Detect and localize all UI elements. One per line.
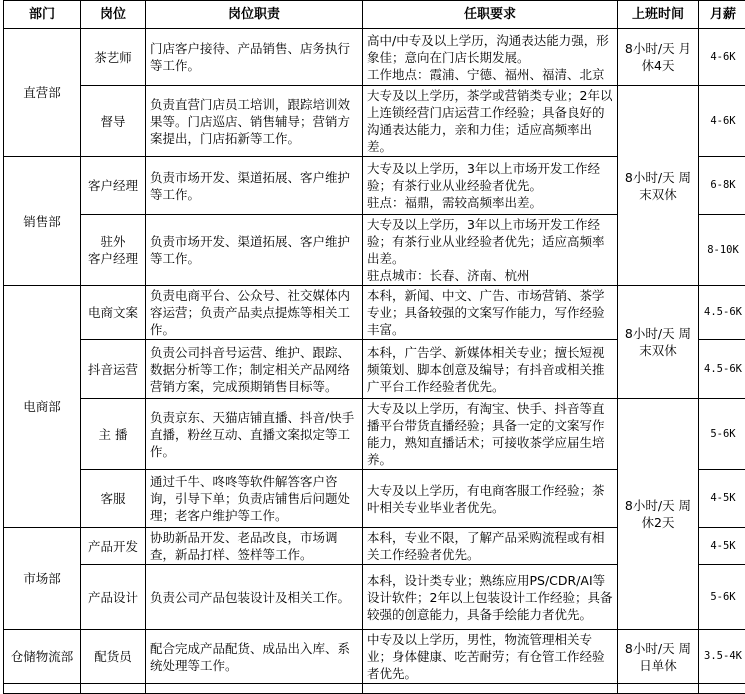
header-position: 岗位 [81,1,146,29]
empty-cell [81,684,146,694]
empty-cell [146,684,363,694]
department-cell: 仓储物流部 [4,630,81,684]
requirement-cell: 本科，广告学、新媒体相关专业；擅长短视频策划、脚本创意及编导；有抖音或相关推广平台工作经验者优先。 [363,340,618,399]
position-cell: 抖音运营 [81,340,146,399]
requirement-cell: 中专及以上学历，男性，物流管理相关专业；身体健康、吃苦耐劳；有仓管工作经验者优先。 [363,630,618,684]
table-row [4,29,745,86]
requirement-cell: 本科，新闻、中文、广告、市场营销、茶学专业；具备较强的文案写作能力，写作经验丰富。 [363,286,618,340]
salary-cell: 4-6K [699,29,745,86]
position-cell: 电商文案 [81,286,146,340]
location-text: 驻点城市：长春、济南、杭州 [367,267,613,284]
position-line: 驻外 [85,233,141,250]
position-cell: 主 播 [81,399,146,470]
salary-cell: 8-10K [699,215,745,286]
salary-cell: 4-5K [699,470,745,528]
location-text: 驻点：福鼎，需较高频率出差。 [367,194,613,211]
table-row-partial [4,684,745,694]
requirement-cell: 大专及以上学历，茶学或营销类专业；2年以上连锁经营门店运营工作经验；具备良好的沟通表达能力，亲和力佳；适应高频率出差。 [363,86,618,157]
duty-cell: 负责直营门店员工培训，跟踪培训效果等。门店巡店、销售辅导；营销方案提出，门店拓新等工作。 [146,86,363,157]
work-time-cell: 8小时/天 月休4天 [618,29,699,86]
table-row [4,86,745,157]
salary-cell: 4.5-6K [699,286,745,340]
empty-cell [363,684,618,694]
requirement-cell [363,157,618,215]
position-cell: 客服 [81,470,146,528]
position-cell: 产品设计 [81,565,146,630]
position-cell: 配货员 [81,630,146,684]
position-cell [81,215,146,286]
header-requirements: 任职要求 [363,1,618,29]
work-time-cell: 8小时/天 周日单休 [618,630,699,684]
duty-cell: 负责市场开发、渠道拓展、客户维护等工作。 [146,215,363,286]
requirement-cell: 大专及以上学历，有淘宝、快手、抖音等直播平台带货直播经验；具备一定的文案写作能力，熟知直播话术；可接收茶学应届生培养。 [363,399,618,470]
duty-cell: 协助新品开发、老品改良，市场调查，新品打样、签样等工作。 [146,528,363,565]
position-cell: 茶艺师 [81,29,146,86]
table-row [4,286,745,340]
work-time-cell: 8小时/天 周末双休 [618,286,699,399]
salary-cell: 6-8K [699,157,745,215]
salary-cell: 4.5-6K [699,340,745,399]
requirement-cell: 本科，专业不限，了解产品采购流程或有相关工作经验者优先。 [363,528,618,565]
duty-cell: 门店客户接待、产品销售、店务执行等工作。 [146,29,363,86]
position-cell: 客户经理 [81,157,146,215]
position-line: 客户经理 [85,250,141,267]
job-table [3,0,745,694]
requirement-cell [363,215,618,286]
duty-cell: 负责公司抖音号运营、维护、跟踪、数据分析等工作；制定相关产品网络营销方案，完成预期销售目标等。 [146,340,363,399]
work-time-cell: 8小时/天 周末双休 [618,86,699,286]
department-cell: 电商部 [4,286,81,528]
table-row [4,399,745,470]
work-time-cell: 8小时/天 周休2天 [618,399,699,630]
requirement-text: 高中/中专及以上学历，沟通表达能力强，形象佳；意向在门店长期发展。 [367,32,613,66]
department-cell: 直营部 [4,29,81,157]
department-cell: 销售部 [4,157,81,286]
position-cell: 督导 [81,86,146,157]
duty-cell: 通过千牛、咚咚等软件解答客户咨询，引导下单；负责店铺售后问题处理；老客户维护等工作。 [146,470,363,528]
salary-cell: 3.5-4K [699,630,745,684]
requirement-text: 大专及以上学历，3年以上市场开发工作经验；有茶行业从业经验者优先。 [367,160,613,194]
requirement-cell: 本科，设计类专业；熟练应用PS/CDR/AI等设计软件；2年以上包装设计工作经验；具备较强的创意能力，具备手绘能力者优先。 [363,565,618,630]
location-text: 工作地点：霞浦、宁德、福州、福清、北京 [367,66,613,83]
header-department: 部门 [4,1,81,29]
duty-cell: 负责电商平台、公众号、社交媒体内容运营；负责产品卖点提炼等相关工作。 [146,286,363,340]
empty-cell [699,684,745,694]
salary-cell: 4-5K [699,528,745,565]
salary-cell: 4-6K [699,86,745,157]
requirement-cell [363,29,618,86]
empty-cell [4,684,81,694]
header-work-time: 上班时间 [618,1,699,29]
table-row [4,630,745,684]
duty-cell: 负责京东、天猫店铺直播、抖音/快手直播，粉丝互动、直播文案拟定等工作。 [146,399,363,470]
duty-cell: 负责市场开发、渠道拓展、客户维护等工作。 [146,157,363,215]
requirement-cell: 大专及以上学历，有电商客服工作经验；茶叶相关专业毕业者优先。 [363,470,618,528]
department-cell: 市场部 [4,528,81,630]
salary-cell: 5-6K [699,399,745,470]
header-salary: 月薪 [699,1,745,29]
table-header-row [4,1,745,29]
duty-cell: 负责公司产品包装设计及相关工作。 [146,565,363,630]
salary-cell: 5-6K [699,565,745,630]
position-cell: 产品开发 [81,528,146,565]
header-duty: 岗位职责 [146,1,363,29]
duty-cell: 配合完成产品配货、成品出入库、系统处理等工作。 [146,630,363,684]
requirement-text: 大专及以上学历，3年以上市场开发工作经验；有茶行业从业经验者优先；适应高频率出差。 [367,216,613,267]
empty-cell [618,684,699,694]
